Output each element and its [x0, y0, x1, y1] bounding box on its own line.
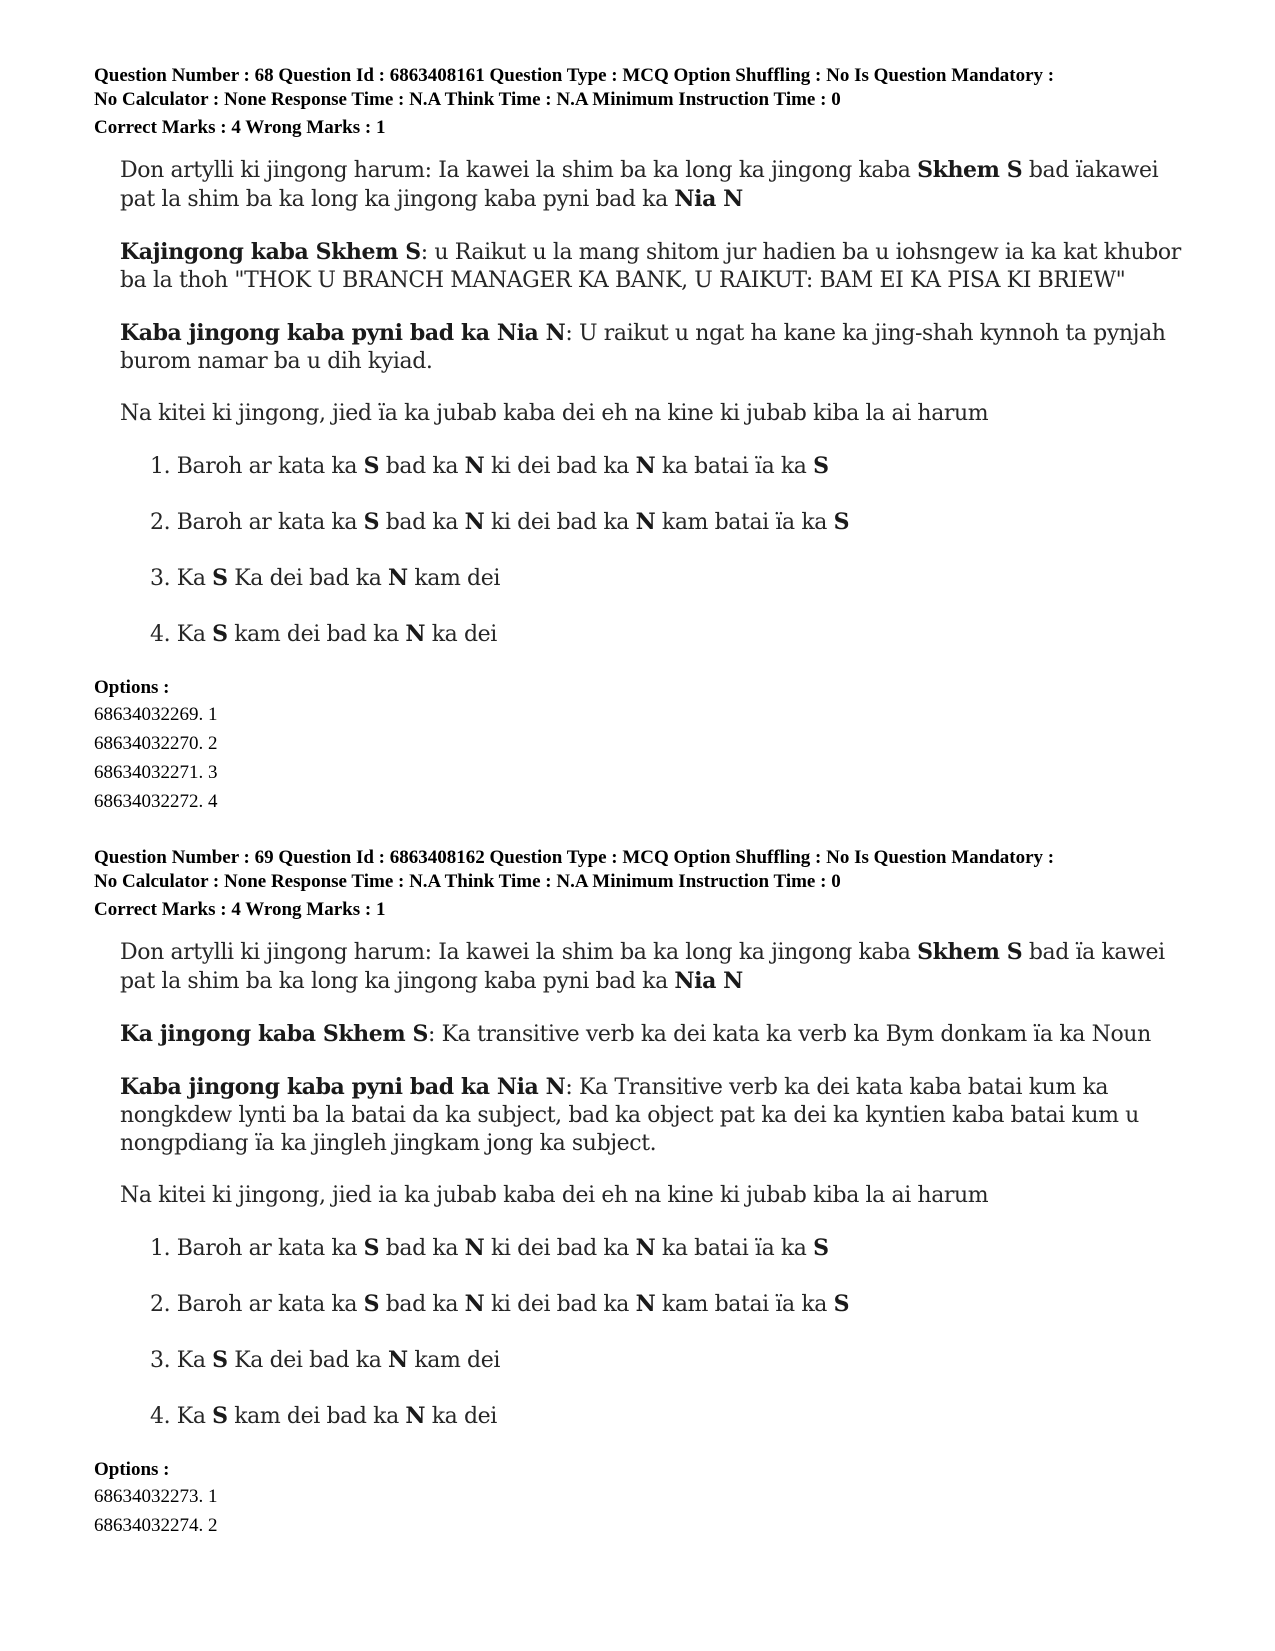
question-meta-line-1: Question Number : 68 Question Id : 6863408161 Question Type : MCQ Option Shuffling : No Is Question Mandatory : — [94, 65, 1055, 86]
choice-text: ki dei bad ka — [484, 454, 636, 479]
question-meta-line-2: No Calculator : None Response Time : N.A Think Time : N.A Minimum Instruction Time : 0 — [94, 89, 841, 110]
question-meta-line-1: Question Number : 69 Question Id : 6863408162 Question Type : MCQ Option Shuffling : No Is Question Mandatory : — [94, 847, 1055, 868]
choice-bold: S — [212, 621, 228, 647]
option-item: 68634032269. 1 — [94, 704, 218, 725]
option-item: 68634032270. 2 — [94, 733, 218, 754]
choice-bold: N — [388, 1347, 408, 1373]
question-prompt: Na kitei ki jingong, jied ïa ka jubab kaba dei eh na kine ki jubab kiba la ai harum — [120, 401, 989, 426]
intro-bold-n: Nia N — [674, 968, 743, 994]
options-list — [94, 1482, 1194, 1540]
options-list — [94, 700, 1194, 816]
choice-bold: S — [833, 1291, 850, 1317]
choice-text: bad ka — [379, 510, 465, 535]
choice-bold: S — [363, 1235, 380, 1261]
answer-choice — [150, 564, 1194, 593]
question-meta — [94, 64, 1194, 112]
answer-choice — [150, 508, 1194, 537]
statement-n-label: Kaba jingong kaba pyni bad ka Nia N — [120, 320, 566, 346]
statement-n-text: : U raikut u ngat ha kane ka jing-shah kynnoh ta pynjah burom namar ba u dih kyiad. — [120, 321, 1166, 374]
question-body — [120, 938, 1194, 1431]
intro-bold-n: Nia N — [674, 186, 743, 212]
question-block-69 — [94, 846, 1194, 1540]
choice-text: ki dei bad ka — [484, 510, 636, 535]
choice-text: ki dei bad ka — [484, 1292, 636, 1317]
option-item: 68634032271. 3 — [94, 762, 218, 783]
choice-bold: N — [388, 565, 408, 591]
choice-bold: S — [212, 565, 228, 591]
statement-n-text: : Ka Transitive verb ka dei kata kaba batai kum ka nongkdew lynti ba la batai da ka subject, bad ka object pat ka dei ka kyntien kaba batai kum u nongpdiang ïa ka jingleh jingkam jong ka subject. — [120, 1075, 1139, 1156]
choice-text: 1. Baroh ar kata ka — [150, 1236, 364, 1261]
choice-bold: N — [464, 453, 485, 479]
choice-bold: S — [212, 1403, 228, 1429]
answer-choice — [150, 1402, 1194, 1431]
choice-bold: S — [833, 509, 850, 535]
statement-n-label: Kaba jingong kaba pyni bad ka Nia N — [120, 1074, 566, 1100]
answer-choices — [150, 1234, 1194, 1431]
choice-text: ka batai ïa ka — [655, 454, 814, 479]
intro-text: Don artylli ki jingong harum: Ia kawei la shim ba ka long ka jingong kaba — [120, 158, 918, 183]
choice-bold: N — [464, 509, 485, 535]
choice-bold: S — [212, 1347, 228, 1373]
choice-bold: N — [464, 1291, 485, 1317]
choice-text: 2. Baroh ar kata ka — [150, 1292, 364, 1317]
choice-bold: S — [363, 453, 380, 479]
statement-s — [120, 1020, 1194, 1049]
marks-line: Correct Marks : 4 Wrong Marks : 1 — [94, 117, 386, 138]
choice-text: bad ka — [379, 1292, 465, 1317]
statement-n — [120, 1073, 1194, 1158]
choice-text: bad ka — [379, 454, 465, 479]
choice-text: ka batai ïa ka — [655, 1236, 814, 1261]
question-meta — [94, 846, 1194, 894]
options-heading: Options : — [94, 1459, 170, 1480]
intro-bold-s: Skhem S — [917, 157, 1023, 183]
choice-text: kam dei — [407, 566, 500, 591]
intro-text: Don artylli ki jingong harum: Ia kawei la shim ba ka long ka jingong kaba — [120, 940, 918, 965]
choice-text: Ka dei bad ka — [227, 566, 389, 591]
question-meta-line-2: No Calculator : None Response Time : N.A Think Time : N.A Minimum Instruction Time : 0 — [94, 871, 841, 892]
choice-text: ka dei — [425, 622, 497, 647]
option-item: 68634032274. 2 — [94, 1515, 218, 1536]
choice-bold: N — [635, 453, 656, 479]
question-body — [120, 156, 1194, 649]
choice-bold: N — [635, 1235, 656, 1261]
choice-text: 1. Baroh ar kata ka — [150, 454, 364, 479]
question-intro — [120, 156, 1194, 214]
choice-bold: N — [464, 1235, 485, 1261]
statement-s-text: : Ka transitive verb ka dei kata ka verb ka Bym donkam ïa ka Noun — [428, 1022, 1151, 1047]
option-item: 68634032273. 1 — [94, 1486, 218, 1507]
choice-text: Ka dei bad ka — [227, 1348, 389, 1373]
choice-text: 2. Baroh ar kata ka — [150, 510, 364, 535]
statement-n — [120, 319, 1194, 376]
choice-text: kam batai ïa ka — [655, 1292, 834, 1317]
choice-text: 4. Ka — [150, 1404, 213, 1429]
choice-bold: N — [405, 621, 426, 647]
statement-s — [120, 238, 1194, 295]
choice-text: bad ka — [379, 1236, 465, 1261]
marks-line: Correct Marks : 4 Wrong Marks : 1 — [94, 899, 386, 920]
intro-text: bad ïa kawei pat la shim ba ka long ka jingong kaba pyni bad ka — [120, 940, 1165, 994]
statement-s-label: Kajingong kaba Skhem S — [120, 239, 421, 265]
answer-choice — [150, 1234, 1194, 1263]
options-heading: Options : — [94, 677, 170, 698]
choice-text: kam batai ïa ka — [655, 510, 834, 535]
choice-bold: S — [813, 453, 829, 479]
statement-s-text: : u Raikut u la mang shitom jur hadien ba u iohsngew ia ka kat khubor ba la thoh "THOK U BRANCH MANAGER KA BANK, U RAIKUT: BAM EI KA PISA KI BRIEW" — [120, 240, 1181, 293]
choice-text: kam dei bad ka — [227, 622, 406, 647]
answer-choice — [150, 1290, 1194, 1319]
choice-text: kam dei bad ka — [227, 1404, 406, 1429]
answer-choice — [150, 452, 1194, 481]
question-intro — [120, 938, 1194, 996]
answer-choice — [150, 1346, 1194, 1375]
question-block-68 — [94, 64, 1194, 816]
choice-text: 4. Ka — [150, 622, 213, 647]
choice-bold: S — [363, 1291, 380, 1317]
intro-text: bad ïakawei pat la shim ba ka long ka jingong kaba pyni bad ka — [120, 158, 1159, 212]
choice-bold: S — [813, 1235, 829, 1261]
question-paper-page — [94, 64, 1194, 1540]
statement-s-label: Ka jingong kaba Skhem S — [120, 1021, 428, 1047]
option-item: 68634032272. 4 — [94, 791, 218, 812]
choice-bold: N — [635, 509, 656, 535]
choice-text: 3. Ka — [150, 566, 213, 591]
question-prompt: Na kitei ki jingong, jied ia ka jubab kaba dei eh na kine ki jubab kiba la ai harum — [120, 1183, 989, 1208]
choice-text: ki dei bad ka — [484, 1236, 636, 1261]
choice-text: 3. Ka — [150, 1348, 213, 1373]
choice-bold: N — [405, 1403, 426, 1429]
intro-bold-s: Skhem S — [917, 939, 1023, 965]
choice-text: kam dei — [407, 1348, 500, 1373]
choice-bold: N — [635, 1291, 656, 1317]
choice-text: ka dei — [425, 1404, 497, 1429]
answer-choices — [150, 452, 1194, 649]
answer-choice — [150, 620, 1194, 649]
choice-bold: S — [363, 509, 380, 535]
